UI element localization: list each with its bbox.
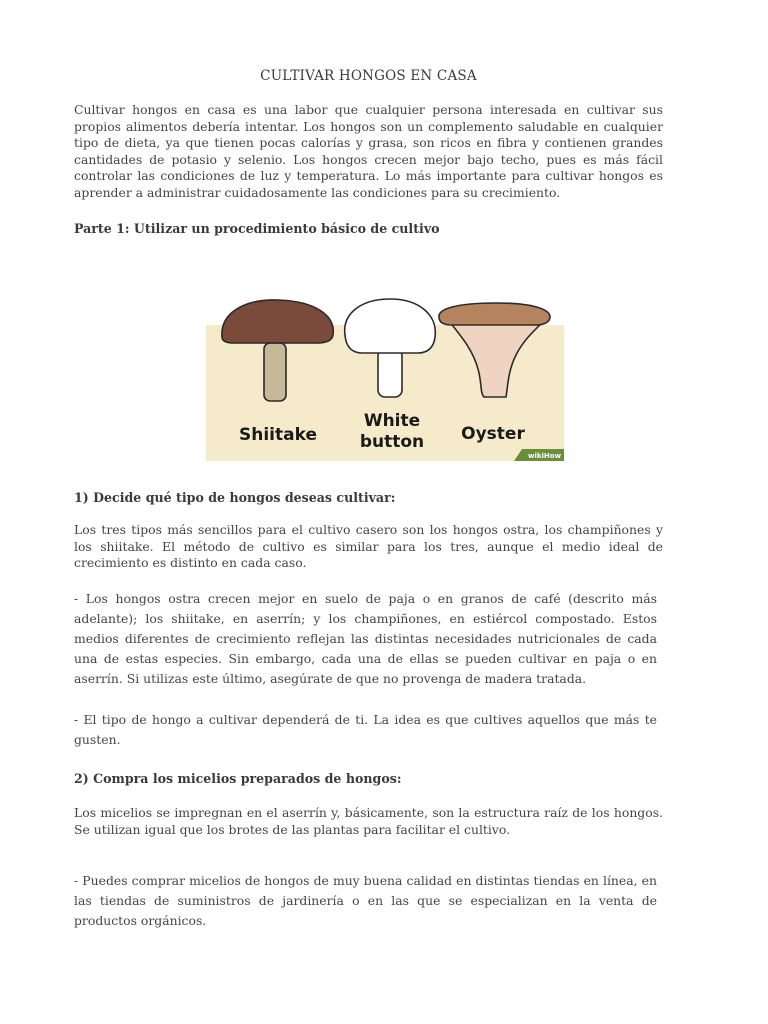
label-shiitake: Shiitake [239, 425, 317, 445]
label-white-line1: White [363, 411, 421, 431]
step2-heading: 2) Compra los micelios preparados de hongos: [74, 771, 402, 786]
watermark-text: wikiHow [528, 452, 562, 460]
label-white-line2: button [359, 432, 425, 452]
part1-heading: Parte 1: Utilizar un procedimiento básico de cultivo [74, 221, 440, 236]
step1-paragraph-3: - El tipo de hongo a cultivar dependerá de ti. La idea es que cultives aquellos que más te gusten. [74, 712, 657, 747]
step1-paragraph-1: Los tres tipos más sencillos para el cultivo casero son los hongos ostra, los champiñones y los shiitake. El método de cultivo es similar para los tres, aunque el medio ideal de crecimiento es distinto en cada caso. [74, 522, 663, 571]
step2-paragraph-2: - Puedes comprar micelios de hongos de muy buena calidad en distintas tiendas en línea, en las tiendas de suministros de jardinería o en las que se especializan en la venta de productos orgánicos. [74, 873, 657, 928]
step2-paragraph-1: Los micelios se impregnan en el aserrín y, básicamente, son la estructura raíz de los hongos. Se utilizan igual que los brotes de las plantas para facilitar el cultivo. [74, 805, 663, 837]
intro-paragraph: Cultivar hongos en casa es una labor que cualquier persona interesada en cultivar sus propios alimentos debería intentar. Los hongos son un complemento saludable en cualquier tipo de dieta, ya que tienen pocas calorías y grasa, son ricos en fibra y contienen grandes cantidades de potasio y selenio. Los hongos crecen mejor bajo techo, pues es más fácil controlar las condiciones de luz y temperatura. Lo más importante para cultivar hongos es aprender a administrar cuidadosamente las condiciones para su crecimiento. [74, 102, 663, 200]
label-oyster: Oyster [461, 424, 525, 444]
wikihow-watermark [514, 449, 564, 461]
step1-paragraph-2: - Los hongos ostra crecen mejor en suelo de paja o en granos de café (descrito más adelante); los shiitake, en aserrín; y los champiñones, en estiércol compostado. Estos medios diferentes de crecimiento reflejan las distintas necesidades nutricionales de cada una de estas especies. Sin embargo, cada una de ellas se pueden cultivar en paja o en aserrín. Si utilizas este último, asegúrate de que no provenga de madera tratada. [74, 591, 657, 686]
step1-heading: 1) Decide qué tipo de hongos deseas cultivar: [74, 490, 396, 505]
mushroom-types-illustration [206, 273, 564, 461]
document-title: CULTIVAR HONGOS EN CASA [260, 68, 477, 84]
